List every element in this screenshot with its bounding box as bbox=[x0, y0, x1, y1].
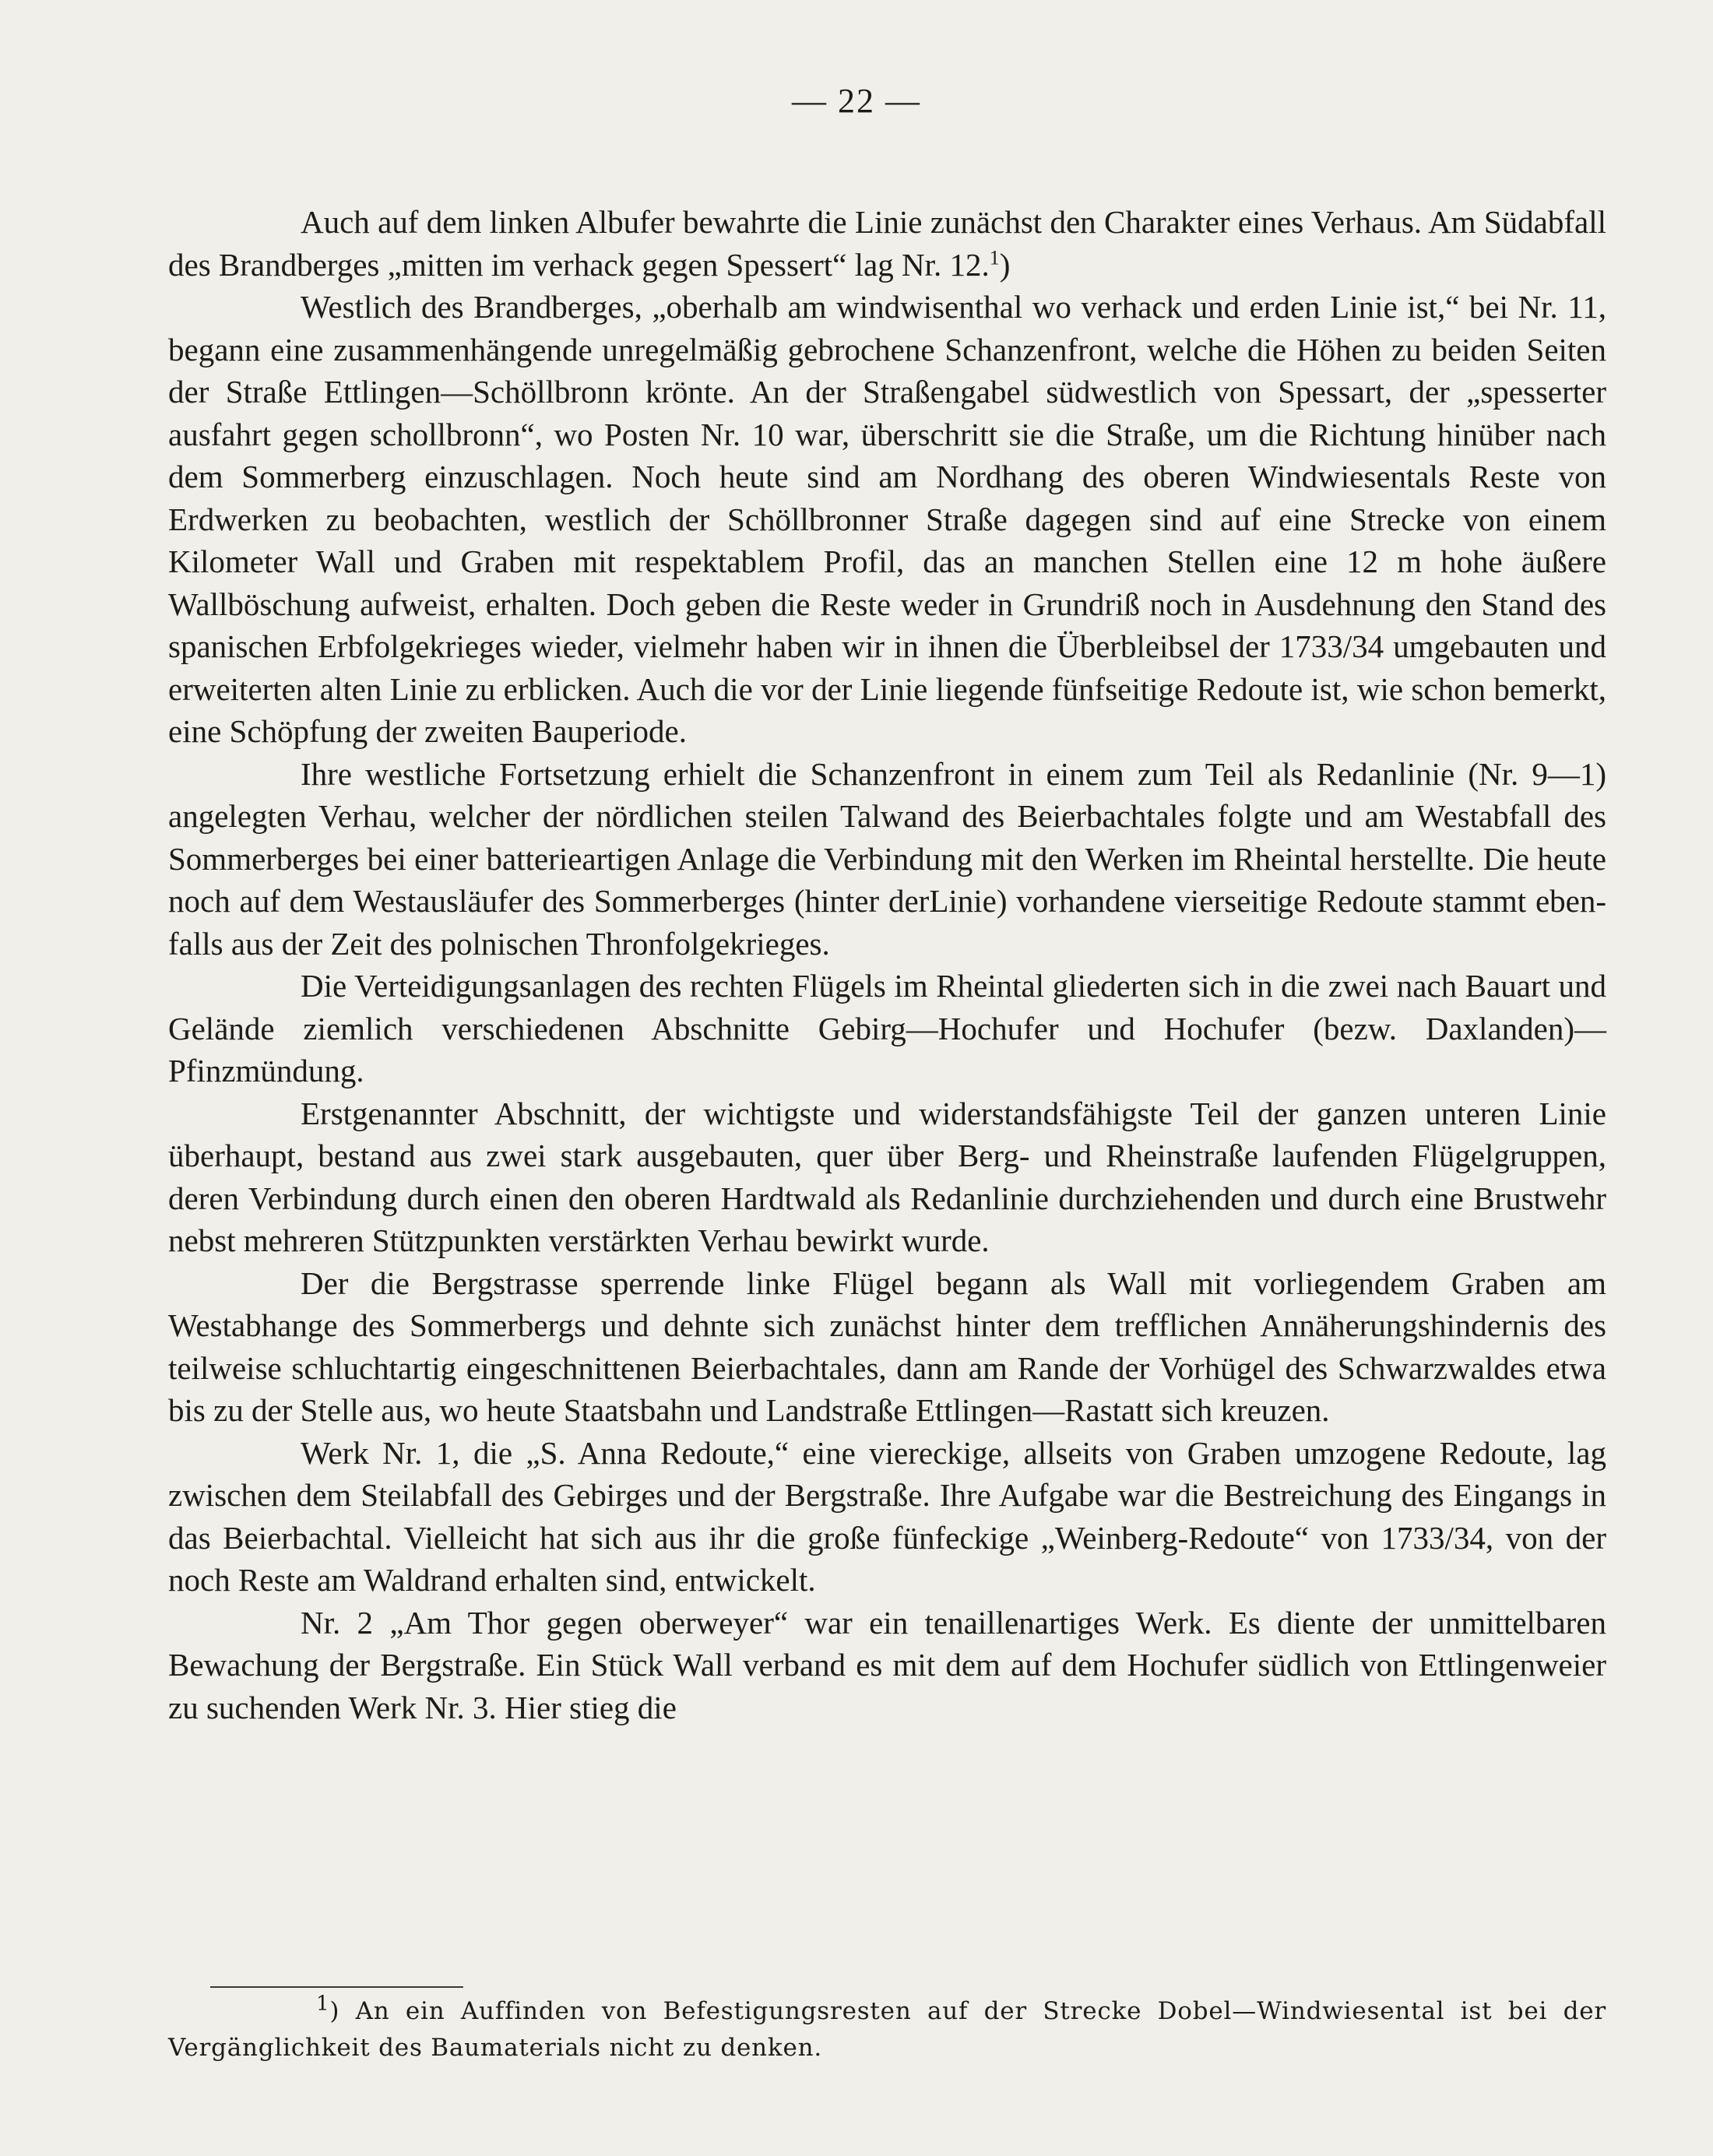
paragraph: Erstgenannter Abschnitt, der wichtigste und widerstandsfähigste Teil der ganzen unteren Linie überhaupt, bestand aus zwei stark ausgebauten, quer über Berg- und Rheinstraße laufenden Flügelgruppen, deren Verbindung durch einen den oberen Hardtwald als Redanlinie durchziehenden und durch eine Brustwehr nebst mehreren Stützpunkten verstärkten Verhau bewirkt wurde. bbox=[168, 1095, 1606, 1258]
paragraph: Werk Nr. 1, die „S. Anna Redoute,“ eine viereckige, allseits von Graben umzogene Redoute, lag zwischen dem Steilabfall des Gebirges und der Bergstraße. Ihre Aufgabe war die Bestreichung des Eingangs in das Beierbachtal. Vielleicht hat sich aus ihr die große fünfeckige „Weinberg-Redoute“ von 1733/34, von der noch Reste am Waldrand erhalten sind, entwickelt. bbox=[168, 1434, 1606, 1598]
footnote bbox=[168, 1993, 1606, 2066]
paragraph: Westlich des Brandberges, „oberhalb am windwisenthal wo verhack und erden Linie ist,“ bei Nr. 11, begann eine zusammenhängende unregelmäßig gebrochene Schanzenfront, welche die Höhen zu beiden Seiten der Straße Ettlingen—Schöllbronn krönte. An der Straßengabel südwestlich von Spessart, der „spesserter ausfahrt gegen schollbronn“, wo Posten Nr. 10 war, überschritt sie die Straße, um die Richtung hinüber nach dem Sommerberg einzuschlagen. Noch heute sind am Nordhang des oberen Windwiesentals Reste von Erdwerken zu beobachten, westlich der Schöllbronner Straße dagegen sind auf eine Strecke von einem Kilometer Wall und Graben mit respektablem Profil, das an manchen Stellen eine 12 m hohe äußere Wallböschung aufweist, erhalten. Doch geben die Reste weder in Grundriß noch in Ausdehnung den Stand des spanischen Erbfolgekrieges wieder, vielmehr haben wir in ihnen die Überbleibsel der 1733/34 umgebauten und erweiterten alten Linie zu erblicken. Auch die vor der Linie liegende fünfseitige Redoute ist, wie schon bemerkt, eine Schöpfung der zweiten Bauperiode. bbox=[168, 289, 1606, 749]
footnote-reference: 1 bbox=[989, 245, 1000, 269]
paragraph: Die Verteidigungsanlagen des rechten Flügels im Rheintal gliederten sich in die zwei nach Bauart und Gelände ziemlich verschiedenen Abschnitte Gebirg—Hochufer und Hochufer (bezw. Daxlanden)—Pfinzmündung. bbox=[168, 968, 1606, 1089]
footnote-divider bbox=[210, 1986, 463, 1988]
footnote-text: ) An ein Auffinden von Befestigungsresten auf der Strecke Dobel—Windwiesental ist bei der Vergänglichkeit des Baumaterials nicht zu denken. bbox=[168, 1997, 1606, 2062]
paragraph bbox=[168, 201, 1606, 286]
paragraph: Nr. 2 „Am Thor gegen oberweyer“ war ein tenaillenartiges Werk. Es diente der unmittelbaren Bewachung der Bergstraße. Ein Stück Wall verband es mit dem auf dem Hochufer südlich von Ettlingenweier zu suchenden Werk Nr. 3. Hier stieg die bbox=[168, 1604, 1606, 1725]
page-number: — 22 — bbox=[792, 82, 921, 120]
body-text bbox=[168, 201, 1606, 1729]
paragraph: Der die Bergstrasse sperrende linke Flügel begann als Wall mit vorliegendem Graben am Westabhange des Sommerbergs und dehnte sich zunächst hinter dem trefflichen Annäherungshindernis des teilweise schluchtartig eingeschnittenen Beierbachtales, dann am Rande der Vorhügel des Schwarzwaldes etwa bis zu der Stelle aus, wo heute Staatsbahn und Landstraße Ettlingen—Rastatt sich kreuzen. bbox=[168, 1264, 1606, 1428]
paragraph: Ihre westliche Fortsetzung erhielt die Schanzenfront in einem zum Teil als Redanlinie (Nr. 9—1) angelegten Verhau, welcher der nördlichen steilen Talwand des Beierbachtales folgte und am Westabfall des Sommerberges bei einer batterieartigen Anlage die Verbindung mit den Werken im Rheintal herstellte. Die heute noch auf dem Westausläufer des Sommerberges (hinter derLinie) vorhandene vierseitige Redoute stammt ebenfalls aus der Zeit des polnischen Thronfolgekrieges. bbox=[168, 755, 1606, 962]
footnote-marker: 1 bbox=[316, 1992, 330, 2016]
paragraph-text: Auch auf dem linken Albufer bewahrte die Linie zunächst den Charakter eines Verhaus. Am Südabfall des Brandberges „mitten im verhack gegen Spessert“ lag Nr. 12. bbox=[168, 204, 1606, 283]
paragraph-text-tail: ) bbox=[999, 246, 1011, 283]
